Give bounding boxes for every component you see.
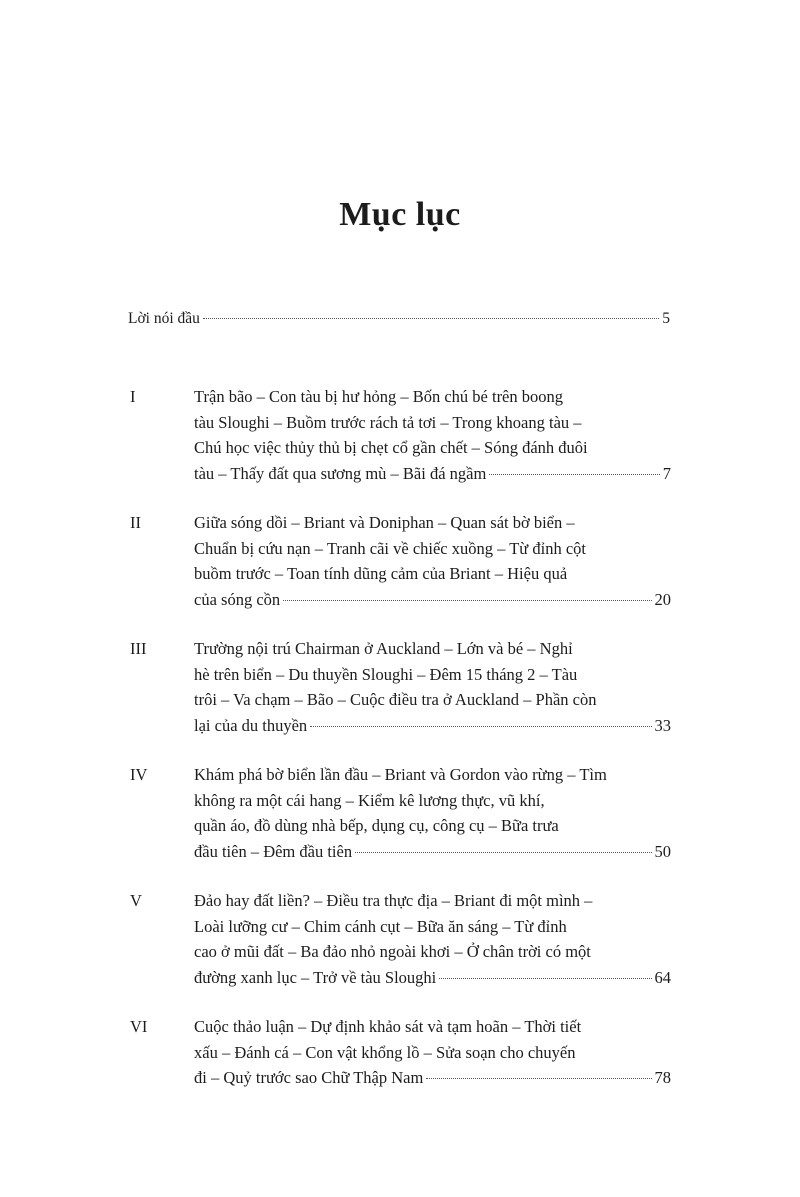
summary-last-line xyxy=(194,1065,671,1091)
summary-last-line xyxy=(194,965,671,991)
summary-line: lại của du thuyền xyxy=(194,715,308,735)
chapter-number: VI xyxy=(130,1017,148,1036)
summary-line: cao ở mũi đất – Ba đảo nhỏ ngoài khơi – Ở chân trời có một xyxy=(194,942,591,961)
chapter-summary xyxy=(194,384,671,486)
summary-line: Loài lưỡng cư – Chim cánh cụt – Bữa ăn sáng – Từ đỉnh xyxy=(194,916,567,936)
toc-entry-chapter xyxy=(0,384,800,510)
toc-entry-chapter xyxy=(0,636,800,762)
chapter-number: I xyxy=(130,387,136,406)
summary-line: Trường nội trú Chairman ở Auckland – Lớn và bé – Nghỉ xyxy=(194,639,573,658)
summary-last-line xyxy=(194,839,671,865)
summary-line: đi – Quỷ trước sao Chữ Thập Nam xyxy=(194,1068,424,1087)
dot-leader xyxy=(203,318,659,319)
chapter-summary xyxy=(194,888,671,990)
dot-leader xyxy=(355,852,651,853)
chapter-summary xyxy=(194,762,671,864)
summary-line: trôi – Va chạm – Bão – Cuộc điều tra ở Auckland – Phần còn xyxy=(194,690,597,709)
summary-line: Chuẩn bị cứu nạn – Tranh cãi về chiếc xuồng – Từ đỉnh cột xyxy=(194,538,586,558)
summary-line: Giữa sóng dồi – Briant và Doniphan – Quan sát bờ biển – xyxy=(194,513,575,532)
chapter-number: II xyxy=(130,513,141,532)
toc-entry-chapter xyxy=(0,888,800,1014)
chapter-number: IV xyxy=(130,765,148,784)
page-number: 64 xyxy=(654,967,671,987)
dot-leader xyxy=(489,474,659,475)
summary-line: hè trên biển – Du thuyền Sloughi – Đêm 15 tháng 2 – Tàu xyxy=(194,664,578,684)
summary-line: Cuộc thảo luận – Dự định khảo sát và tạm hoãn – Thời tiết xyxy=(194,1017,582,1036)
chapter-number: V xyxy=(130,891,142,910)
summary-line: Khám phá bờ biển lần đầu – Briant và Gordon vào rừng – Tìm xyxy=(194,765,607,784)
page-number: 50 xyxy=(654,841,671,861)
chapter-summary xyxy=(194,1014,671,1091)
summary-line: Chú học việc thủy thủ bị chẹt cổ gần chết – Sóng đánh đuôi xyxy=(194,438,588,457)
summary-line: xấu – Đánh cá – Con vật khổng lồ – Sửa soạn cho chuyến xyxy=(194,1042,576,1062)
summary-line: quần áo, đồ dùng nhà bếp, dụng cụ, công cụ – Bữa trưa xyxy=(194,816,559,835)
chapter-summary xyxy=(194,510,671,612)
page-title: Mục lục xyxy=(339,196,461,233)
summary-line: Trận bão – Con tàu bị hư hỏng – Bốn chú bé trên boong xyxy=(194,387,564,406)
page-number: 20 xyxy=(654,589,671,609)
summary-line: buồm trước – Toan tính dũng cảm của Briant – Hiệu quả xyxy=(194,564,568,583)
toc-list xyxy=(0,384,800,1140)
page-number: 5 xyxy=(662,310,670,327)
summary-line: tàu – Thấy đất qua sương mù – Bãi đá ngầm xyxy=(194,463,487,483)
summary-last-line xyxy=(194,461,671,487)
page-number: 78 xyxy=(654,1068,671,1087)
chapter-number: III xyxy=(130,639,147,658)
dot-leader xyxy=(283,600,651,601)
chapter-summary xyxy=(194,636,671,738)
dot-leader xyxy=(310,726,651,727)
dot-leader xyxy=(439,978,651,979)
preface-label: Lời nói đầu xyxy=(128,310,200,327)
summary-line: tàu Sloughi – Buồm trước rách tả tơi – Trong khoang tàu – xyxy=(194,412,582,432)
toc-entry-preface xyxy=(128,310,670,328)
toc-entry-chapter xyxy=(0,762,800,888)
dot-leader xyxy=(426,1078,651,1079)
summary-line: của sóng cồn xyxy=(194,589,281,609)
summary-line: không ra một cái hang – Kiểm kê lương thực, vũ khí, xyxy=(194,790,545,810)
summary-line: đường xanh lục – Trở về tàu Sloughi xyxy=(194,967,437,987)
page-number: 33 xyxy=(654,715,671,735)
summary-line: Đảo hay đất liền? – Điều tra thực địa – Briant đi một mình – xyxy=(194,891,593,910)
summary-last-line xyxy=(194,587,671,613)
page-number: 7 xyxy=(662,463,671,483)
summary-last-line xyxy=(194,713,671,739)
toc-entry-chapter xyxy=(0,1014,800,1140)
summary-line: đầu tiên – Đêm đầu tiên xyxy=(194,841,353,861)
toc-entry-chapter xyxy=(0,510,800,636)
